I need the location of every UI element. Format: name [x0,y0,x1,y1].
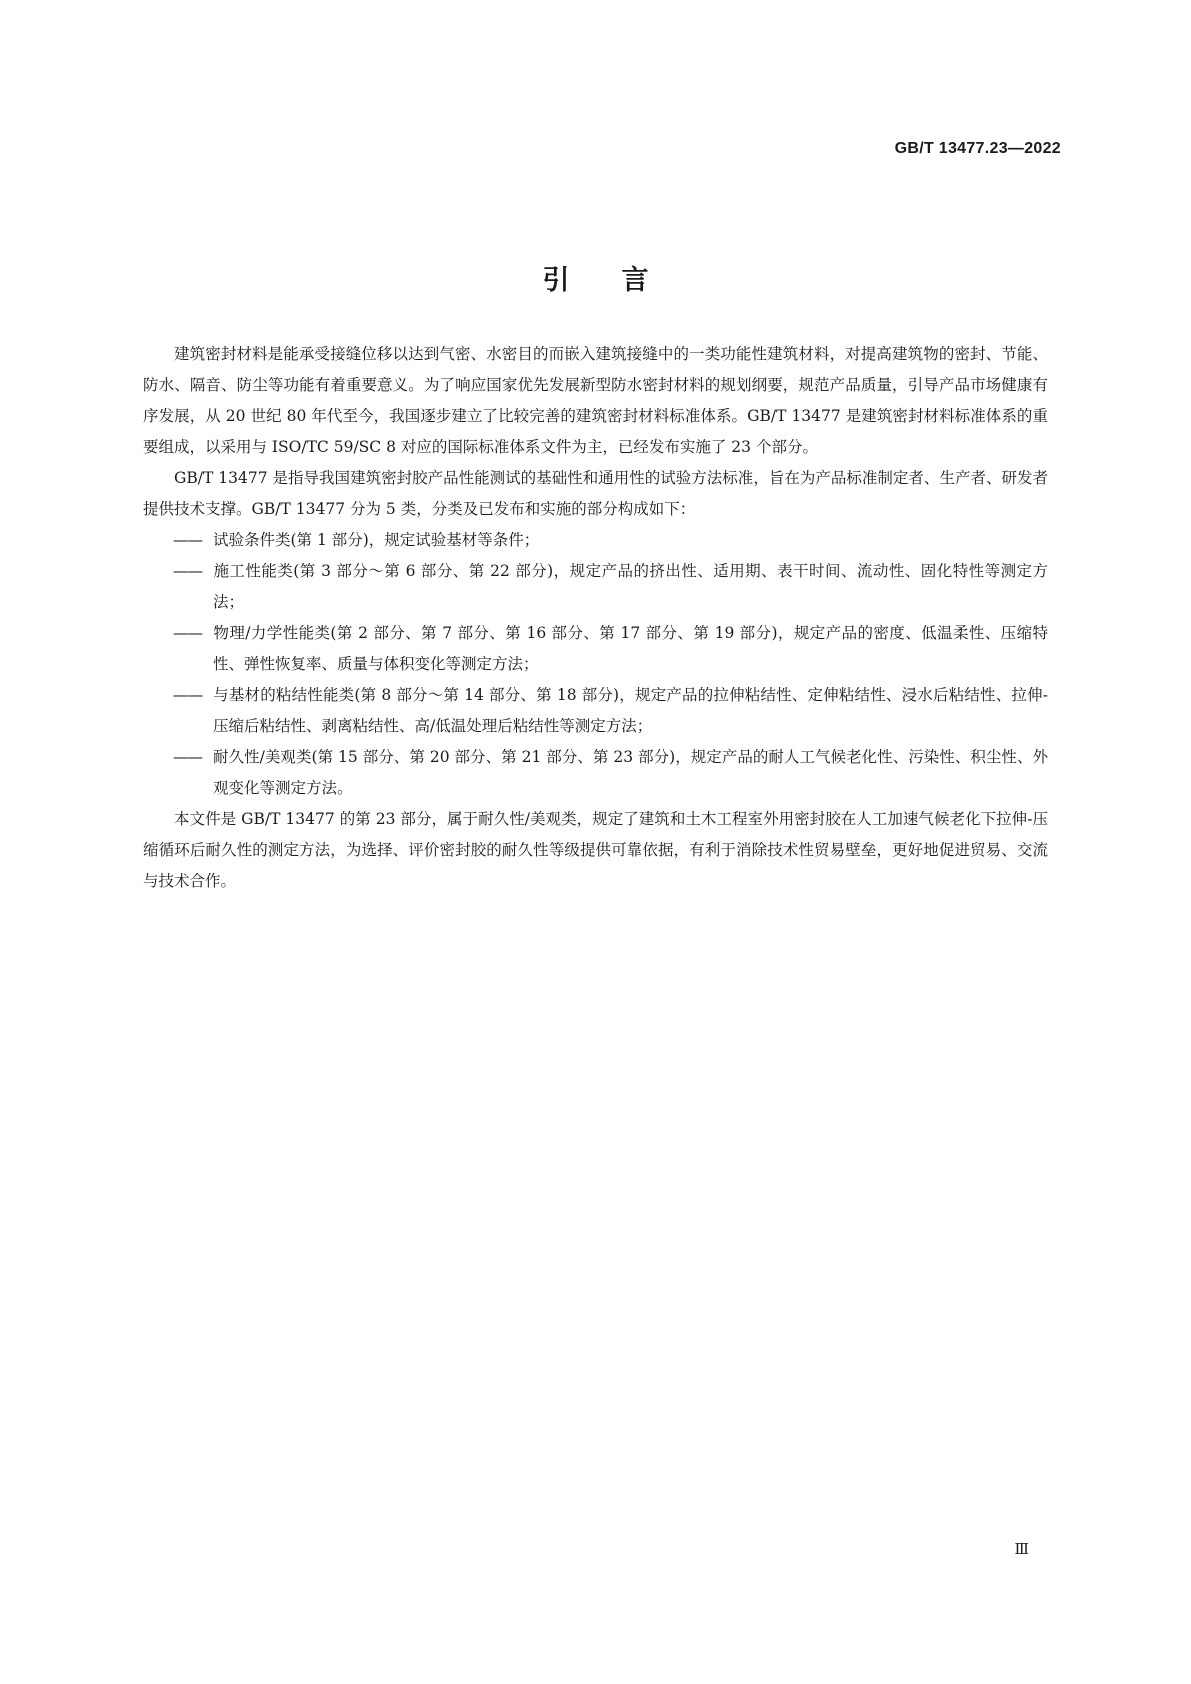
list-item-text: 试验条件类(第 1 部分)，规定试验基材等条件； [213,531,540,549]
paragraph-1: 建筑密封材料是能承受接缝位移以达到气密、水密目的而嵌入建筑接缝中的一类功能性建筑材料，对提高建筑物的密封、节能、防水、隔音、防尘等功能有着重要意义。为了响应国家优先发展新型防水密封材料的规划纲要，规范产品质量，引导产品市场健康有序发展，从 20 世纪 80 年代至今，我国逐步建立了比较完善的建筑密封材料标准体系。GB/T 13477 是建筑密封材料标准体系的重要组成，以采用与 ISO/TC 59/SC 8 对应的国际标准体系文件为主，已经发布实施了 23 个部分。 [143,345,1048,456]
list-item [143,742,1048,804]
list-item [143,556,1048,618]
page-number: Ⅲ [1014,1542,1029,1558]
list-item [143,525,1048,556]
list-item [143,618,1048,680]
introduction-body [143,339,1048,897]
list-dash: —— [173,531,202,549]
page-title: 引言 [542,265,701,297]
list-item-text: 耐久性/美观类(第 15 部分、第 20 部分、第 21 部分、第 23 部分)，规定产品的耐人工气候老化性、污染性、积尘性、外观变化等测定方法。 [213,748,1048,797]
list-dash: —— [173,686,202,704]
list-item [143,680,1048,742]
document-code: GB/T 13477.23—2022 [894,140,1061,157]
list-item-text: 物理/力学性能类(第 2 部分、第 7 部分、第 16 部分、第 17 部分、第 19 部分)，规定产品的密度、低温柔性、压缩特性、弹性恢复率、质量与体积变化等测定方法； [213,624,1048,673]
list-dash: —— [173,748,202,766]
list-dash: —— [173,562,202,580]
list-item-text: 与基材的粘结性能类(第 8 部分～第 14 部分、第 18 部分)，规定产品的拉伸粘结性、定伸粘结性、浸水后粘结性、拉伸-压缩后粘结性、剥离粘结性、高/低温处理后粘结性等测定方法； [213,686,1048,735]
paragraph-2: GB/T 13477 是指导我国建筑密封胶产品性能测试的基础性和通用性的试验方法标准，旨在为产品标准制定者、生产者、研发者提供技术支撑。GB/T 13477 分为 5 类，分类及已发布和实施的部分构成如下： [143,469,1048,518]
list-dash: —— [173,624,202,642]
closing-paragraph: 本文件是 GB/T 13477 的第 23 部分，属于耐久性/美观类，规定了建筑和土木工程室外用密封胶在人工加速气候老化下拉伸-压缩循环后耐久性的测定方法，为选择、评价密封胶的耐久性等级提供可靠依据，有利于消除技术性贸易壁垒，更好地促进贸易、交流与技术合作。 [143,810,1048,890]
list-item-text: 施工性能类(第 3 部分～第 6 部分、第 22 部分)，规定产品的挤出性、适用期、表干时间、流动性、固化特性等测定方法； [213,562,1048,611]
